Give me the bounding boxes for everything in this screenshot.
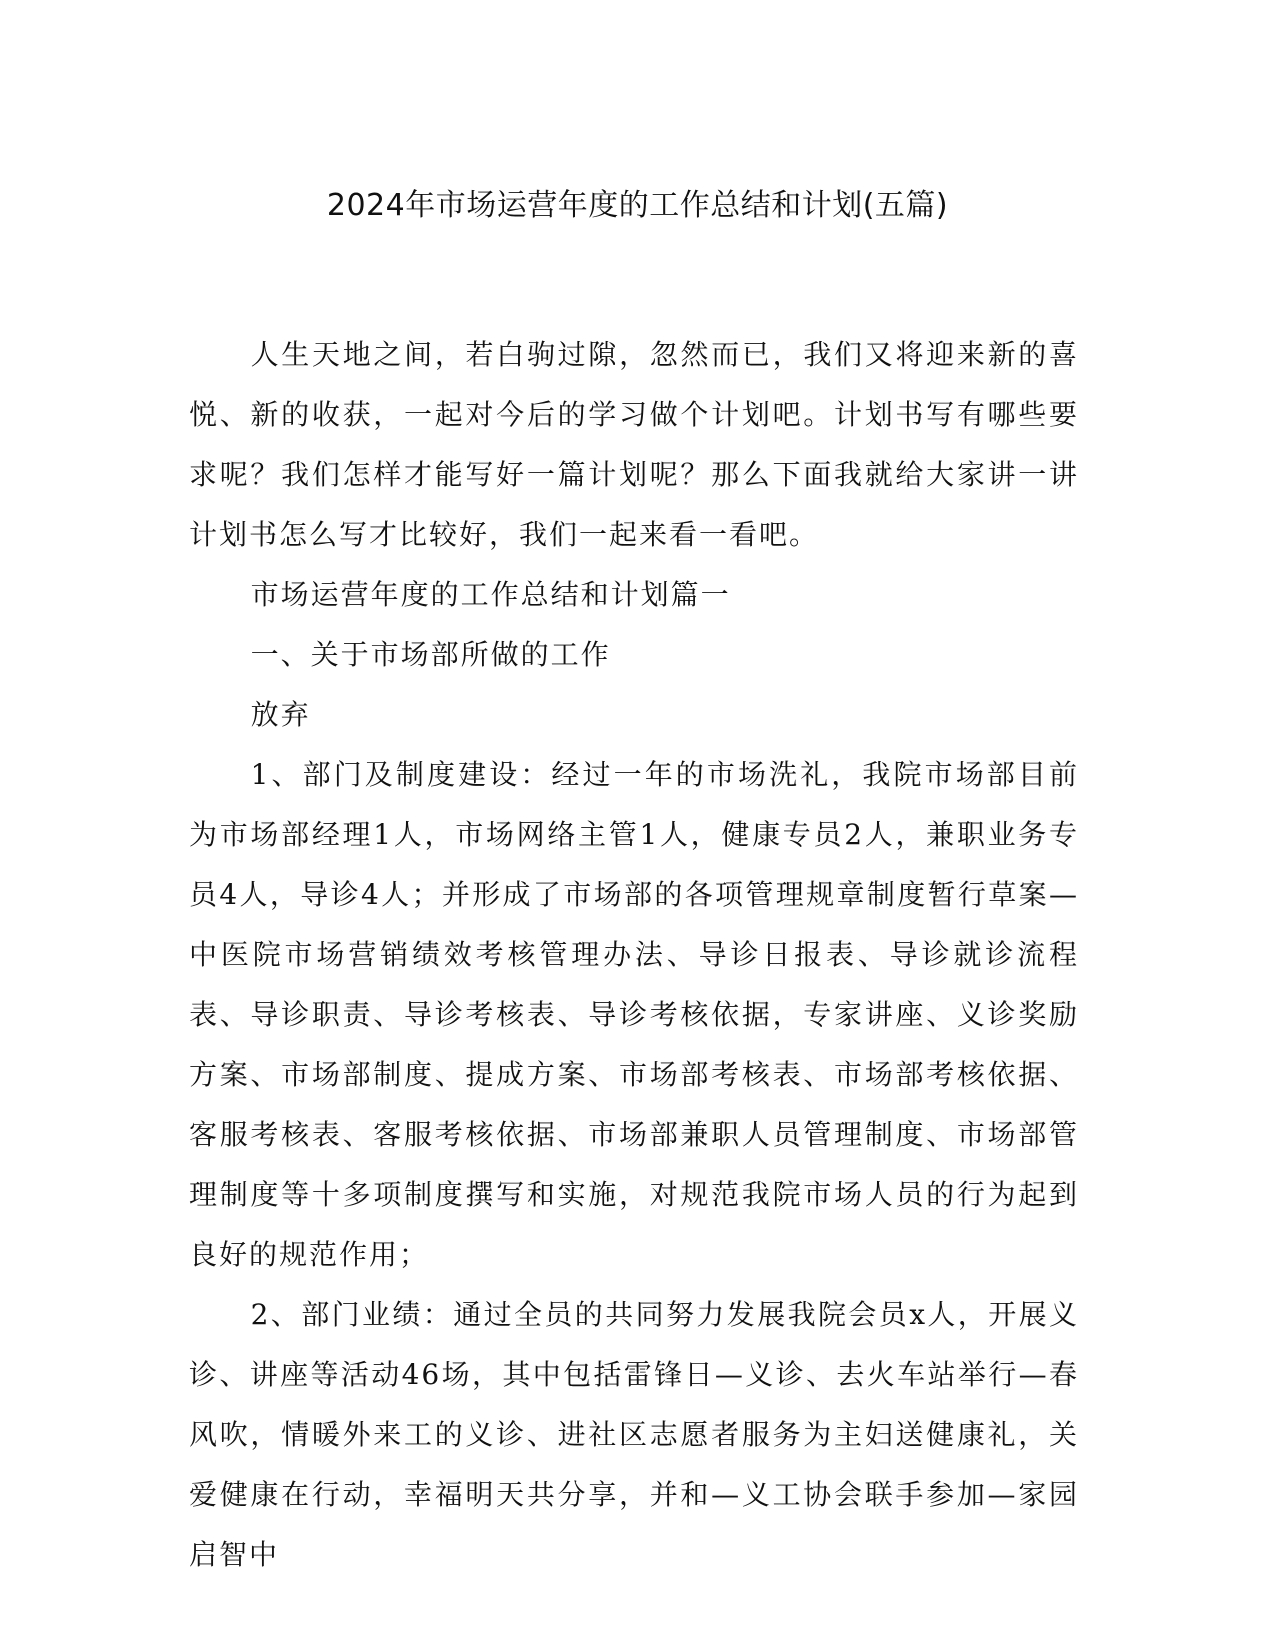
body-paragraph-2: 2、部门业绩：通过全员的共同努力发展我院会员x人，开展义诊、讲座等活动46场，其中包括雷锋日—义诊、去火车站举行—春风吹，情暖外来工的义诊、进社区志愿者服务为主妇送健康礼，关爱健康在行动，幸福明天共分享，并和—义工协会联手参加—家园启智中 [189,1298,1079,1571]
note-paragraph: 放弃 [250,698,311,731]
body-paragraph-1: 1、部门及制度建设：经过一年的市场洗礼，我院市场部目前为市场部经理1人，市场网络主管1人，健康专员2人，兼职业务专员4人，导诊4人；并形成了市场部的各项管理规章制度暂行草案—中医院市场营销绩效考核管理办法、导诊日报表、导诊就诊流程表、导诊职责、导诊考核表、导诊考核依据，专家讲座、义诊奖励方案、市场部制度、提成方案、市场部考核表、市场部考核依据、客服考核表、客服考核依据、市场部兼职人员管理制度、市场部管理制度等十多项制度撰写和实施，对规范我院市场人员的行为起到良好的规范作用； [189,758,1079,1271]
intro-paragraph: 人生天地之间，若白驹过隙，忽然而已，我们又将迎来新的喜悦、新的收获，一起对今后的学习做个计划吧。计划书写有哪些要求呢？我们怎样才能写好一篇计划呢？那么下面我就给大家讲一讲计划书怎么写才比较好，我们一起来看一看吧。 [189,338,1079,551]
document-title: 2024年市场运营年度的工作总结和计划(五篇) [326,188,949,223]
section-heading: 市场运营年度的工作总结和计划篇一 [250,578,731,611]
document-body [189,325,1079,1585]
subsection-heading: 一、关于市场部所做的工作 [250,638,611,671]
